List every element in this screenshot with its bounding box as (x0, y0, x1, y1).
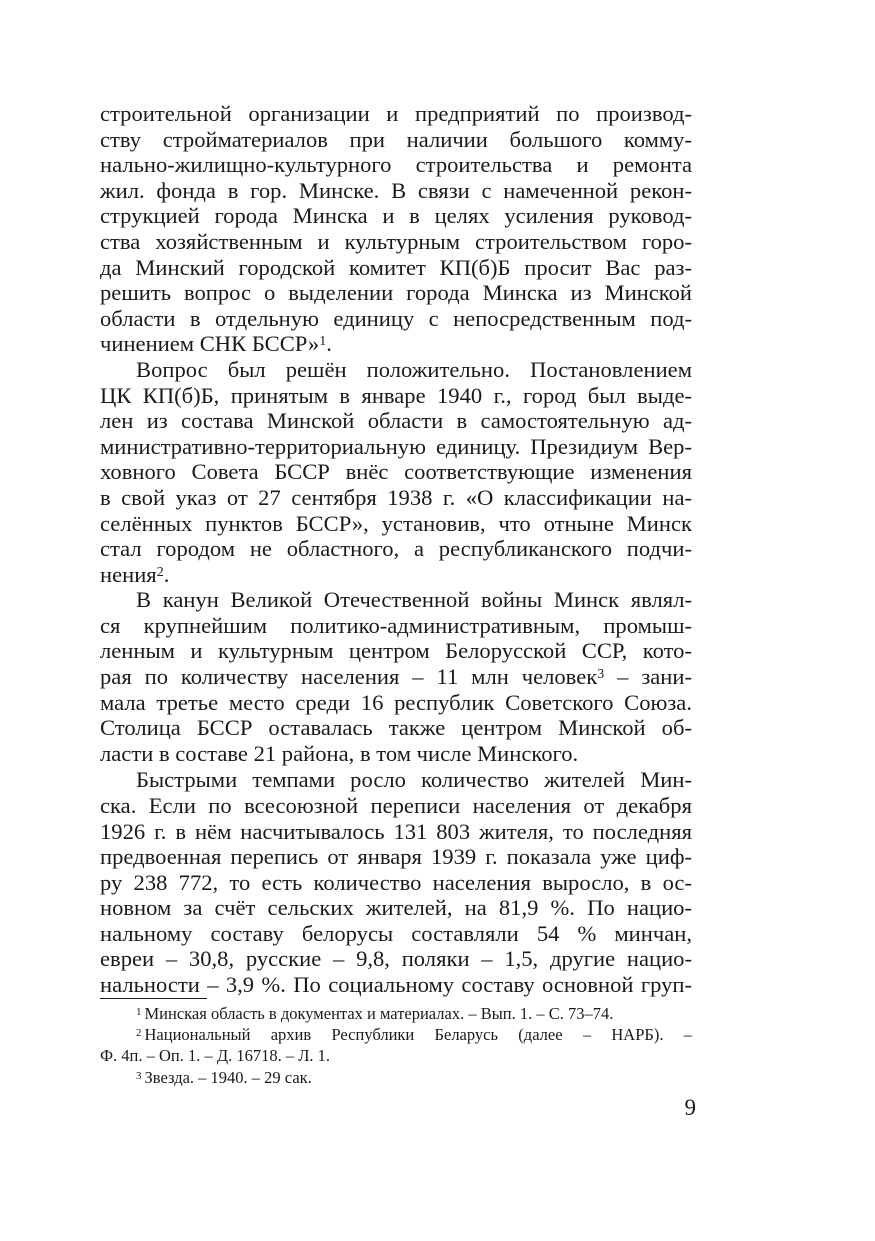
paragraph-1 (100, 101, 692, 357)
footnote-2: $^2$ Национальный архив Республики Беларусь (далее – НАРБ). – (136, 1025, 692, 1045)
text-line: решить вопрос о выделении города Минска из Минской (100, 280, 692, 306)
text-line: В канун Великой Отечественной войны Минск являл- (136, 587, 692, 613)
text-line: селённых пунктов БССР», установив, что отныне Минск (100, 510, 692, 536)
footnote-mark: 1 (136, 1006, 142, 1018)
text-line: евреи – 30,8, русские – 9,8, поляки – 1,5, другие нацио- (100, 946, 692, 972)
text-line: ска. Если по всесоюзной переписи населения от декабря (100, 792, 692, 818)
footnote-ref-1[interactable]: 1 (319, 334, 327, 350)
text-line: ся крупнейшим политико-административным, промыш- (100, 612, 692, 638)
text-line: ласти в составе 21 района, в том числе Минского. (100, 740, 579, 766)
footnote-ref-2[interactable]: 2 (156, 564, 164, 580)
text-line: ству стройматериалов при наличии большого комму- (100, 126, 692, 152)
text-line: строительной организации и предприятий по производ- (100, 101, 692, 126)
text-line: нения$^2$. (100, 561, 170, 587)
text-line: министративно-территориальную единицу. Президиум Вер- (100, 433, 692, 459)
footnote-ref-3[interactable]: 3 (597, 667, 605, 683)
text-line: области в отдельную единицу с непосредственным под- (100, 305, 692, 331)
text-line: в свой указ от 27 сентября 1938 г. «О классификации на- (100, 484, 692, 510)
footnote-3: $^3$ Звезда. – 1940. – 29 сак. (136, 1067, 312, 1087)
text-line: Столица БССР оставалась также центром Минской об- (100, 715, 692, 741)
text-line: струкцией города Минска и в целях усиления руковод- (100, 203, 692, 229)
paragraph-4 (100, 767, 692, 997)
text-line: ховного Совета БССР внёс соответствующие изменения (100, 459, 692, 485)
text-line: жил. фонда в гор. Минске. В связи с намеченной рекон- (100, 177, 692, 203)
footnote-mark: 2 (136, 1027, 142, 1040)
text-line: да Минский городской комитет КП(б)Б просит Вас раз- (100, 254, 692, 280)
text-line: чинением СНК БССР»$^1$. (100, 331, 332, 357)
footnote-mark: 3 (136, 1069, 142, 1082)
text-line: лен из состава Минской области в самостоятельную ад- (100, 408, 692, 434)
text-line: мала третье место среди 16 республик Советского Союза. (100, 689, 692, 715)
footnote-2-continuation: Ф. 4п. – Оп. 1. – Д. 16718. – Л. 1. (100, 1046, 331, 1066)
text-line: стал городом не областного, а республиканского подчи- (100, 536, 692, 562)
text-line: рая по количеству населения – 11 млн человек$^3$ – зани- (100, 664, 692, 690)
paragraph-3 (100, 587, 692, 766)
text-line: ру 238 772, то есть количество населения выросло, в ос- (100, 869, 692, 895)
footnote-1: $^1$ Минская область в документах и материалах. – Вып. 1. – С. 73–74. (136, 1004, 614, 1023)
text-line: 1926 г. в нём насчитывалось 131 803 жителя, то последняя (100, 818, 692, 844)
text-line: новном за счёт сельских жителей, на 81,9 %. По нацио- (100, 895, 692, 921)
footnotes (100, 1003, 692, 1088)
text-line: ЦК КП(б)Б, принятым в январе 1940 г., город был выде- (100, 382, 692, 408)
text-line: предвоенная перепись от января 1939 г. показала уже циф- (100, 844, 692, 870)
text-line: Вопрос был решён положительно. Постановлением (136, 356, 692, 382)
text-line: ленным и культурным центром Белорусской ССР, кото- (100, 638, 692, 664)
text-line: нально-жилищно-культурного строительства и ремонта (100, 152, 692, 178)
footnote-divider (100, 998, 207, 999)
text-line: Быстрыми темпами росло количество жителей Мин- (136, 767, 692, 793)
text-line: нальности – 3,9 %. По социальному составу основной груп- (100, 972, 692, 998)
body-text (100, 101, 692, 998)
page-number: 9 (684, 1095, 696, 1120)
text-line: ства хозяйственным и культурным строительством горо- (100, 228, 692, 254)
paragraph-2 (100, 357, 692, 587)
text-line: нальному составу белорусы составляли 54 % минчан, (100, 920, 692, 946)
